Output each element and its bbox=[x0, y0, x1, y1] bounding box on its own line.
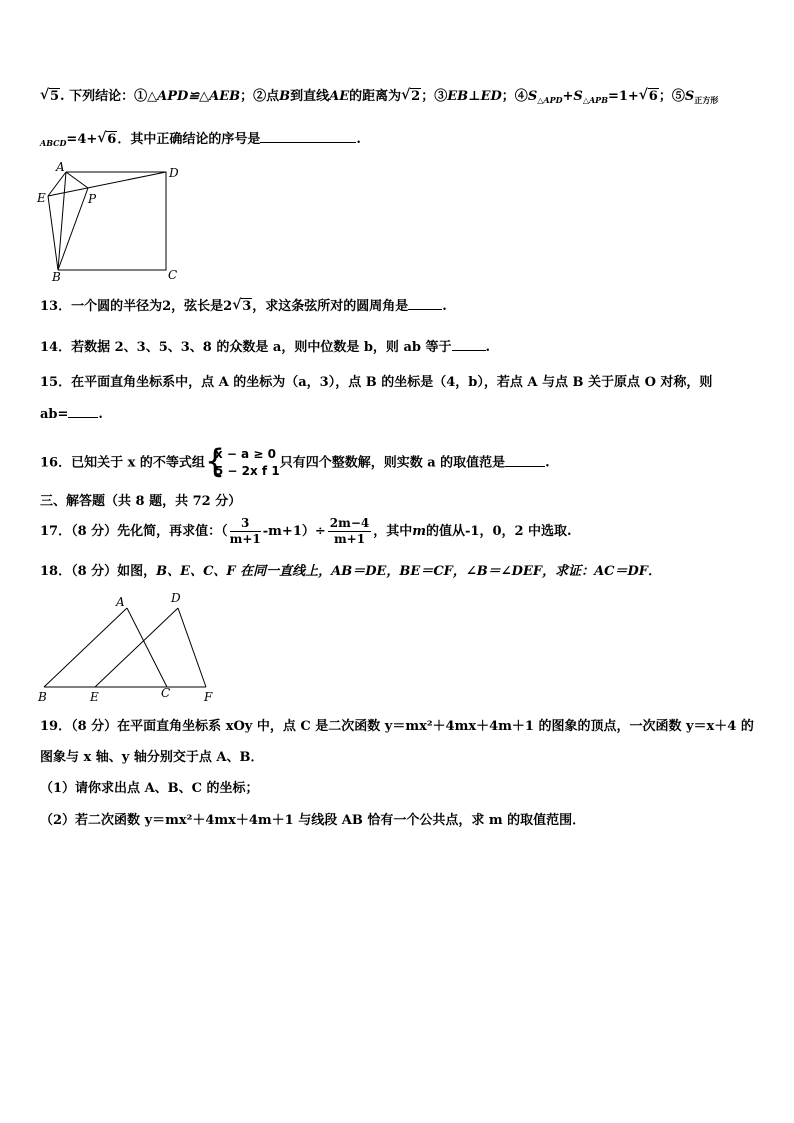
label-A: A bbox=[116, 595, 125, 609]
fraction-1: $\frac{3}{m+1}$ bbox=[229, 516, 261, 546]
square-edges bbox=[58, 172, 166, 270]
segment-AP bbox=[66, 172, 88, 188]
answer-blank-q16[interactable] bbox=[505, 454, 545, 467]
fraction-2: $\frac{2m-4}{m+1}$ bbox=[329, 516, 370, 546]
q18: 18．（8 分）如图，B、E、C、F 在同一直线上，AB＝DE，BE＝CF，∠B＝∠DEF，求证：AC＝DF． bbox=[40, 564, 662, 579]
label-E: E bbox=[90, 690, 99, 704]
label-P: P bbox=[88, 192, 97, 206]
q16: 16．已知关于 x 的不等式组 { x − a ≥ 0 5 − 2x f 1 只有四个整数解，则实数 a 的取值范是 . bbox=[40, 442, 550, 480]
segment-BA bbox=[44, 608, 127, 687]
segment-AB bbox=[58, 172, 66, 270]
q18-triangles-figure bbox=[34, 590, 224, 705]
q12-square-figure bbox=[36, 160, 186, 282]
q15-line1: 15．在平面直角坐标系中，点 A 的坐标为（a，3），点 B 的坐标是（4，b），若点 A 与点 B 关于原点 O 对称，则 bbox=[40, 375, 713, 390]
segment-EB bbox=[48, 196, 58, 270]
label-D: D bbox=[171, 591, 181, 605]
label-F: F bbox=[204, 690, 213, 704]
label-C: C bbox=[168, 268, 178, 282]
q12-line1: √ 5. 下列结论：①△APD≌△AEB；②点B到直线AE的距离为√ 2；③EB⊥ED；$④S_{\triangle APD}+S_{\triangle APB}=1+√$ 6；$⑤S_{正方形}$ bbox=[40, 88, 718, 109]
answer-blank-q14[interactable] bbox=[452, 338, 486, 351]
sqrt-3: √ 3 bbox=[232, 298, 252, 316]
segment-ED bbox=[95, 608, 178, 687]
label-D: D bbox=[169, 166, 179, 180]
sqrt-6: √ 6 bbox=[639, 88, 659, 106]
label-C: C bbox=[161, 686, 171, 700]
section-title: 三、解答题（共 8 题，共 72 分） bbox=[40, 494, 242, 509]
q17: 17．（8 分）先化简，再求值：（ $\frac{3}{m+1}$ -m+1）÷ $\frac{2m-4}{m+1}$ ，其中m的值从-1，0，2 中选取. bbox=[40, 516, 572, 546]
sqrt-6b: √ 6 bbox=[97, 131, 117, 149]
q14: 14．若数据 2、3、5、3、8 的众数是 a，则中位数是 b，则 ab 等于 . bbox=[40, 340, 491, 355]
q19-part2: （2）若二次函数 y＝mx²＋4mx＋4m＋1 与线段 AB 恰有一个公共点，求 m 的取值范围． bbox=[40, 813, 586, 828]
q12-line2: $_{ABCD}$=4+√ 6．其中正确结论的序号是 . bbox=[40, 130, 361, 152]
label-B: B bbox=[52, 270, 61, 282]
answer-blank-q12[interactable] bbox=[260, 130, 356, 143]
segment-DF bbox=[178, 608, 206, 687]
answer-blank-q13[interactable] bbox=[408, 297, 442, 310]
label-B: B bbox=[38, 690, 47, 704]
q19-part1: （1）请你求出点 A、B、C 的坐标； bbox=[40, 781, 259, 796]
sqrt-2: √ 2 bbox=[401, 88, 421, 106]
label-A: A bbox=[56, 160, 65, 174]
segment-AC bbox=[127, 608, 167, 687]
label-E: E bbox=[37, 191, 46, 205]
q13: 13．一个圆的半径为2，弦长是2√ 3，求这条弦所对的圆周角是 . bbox=[40, 297, 447, 316]
segment-BP bbox=[58, 188, 88, 270]
q15-line2: ab= . bbox=[40, 407, 103, 422]
q19-line2: 图象与 x 轴、y 轴分别交于点 A、B． bbox=[40, 750, 264, 765]
sqrt-5: √ 5 bbox=[40, 88, 60, 106]
answer-blank-q15[interactable] bbox=[68, 405, 98, 418]
inequality-system: { x − a ≥ 0 5 − 2x f 1 bbox=[204, 442, 280, 480]
q19-line1: 19．（8 分）在平面直角坐标系 xOy 中，点 C 是二次函数 y＝mx²＋4mx＋4m＋1 的图象的顶点，一次函数 y＝x＋4 的 bbox=[40, 719, 754, 734]
